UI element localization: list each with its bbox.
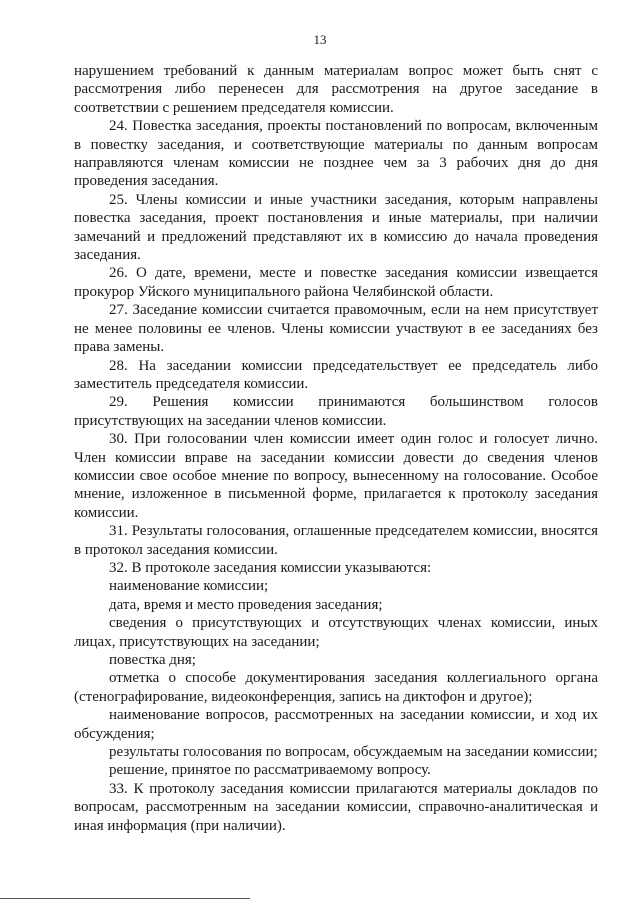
list-item: наименование комиссии; (109, 578, 269, 595)
list-item: сведения о присутствующих и отсутствующих членах комиссии, иных лицах, присутствующих на заседании; (74, 615, 598, 650)
paragraph-31: 31. Результаты голосования, оглашенные председателем комиссии, вносятся в протокол заседания комиссии. (74, 523, 598, 558)
paragraph-32: 32. В протоколе заседания комиссии указываются: (109, 559, 432, 576)
list-item: результаты голосования по вопросам, обсуждаемым на заседании комиссии; (109, 744, 598, 761)
paragraph-28: 28. На заседании комиссии председательствует ее председатель либо заместитель председателя комиссии. (74, 357, 598, 392)
paragraph-continuation: нарушением требований к данным материалам вопрос может быть снят с рассмотрения либо перенесен для рассмотрения на другое заседание в соответствии с решением председателя комиссии. (74, 63, 598, 116)
footer-divider (0, 898, 250, 899)
paragraph-26: 26. О дате, времени, месте и повестке заседания комиссии извещается прокурор Уйского муниципального района Челябинской области. (74, 265, 598, 300)
paragraph-29: 29. Решения комиссии принимаются большинством голосов присутствующих на заседании членов комиссии. (74, 394, 598, 429)
list-item: отметка о способе документирования заседания коллегиального органа (стенографирование, видеоконференция, запись на диктофон и другое); (74, 670, 598, 705)
list-item: решение, принятое по рассматриваемому вопросу. (109, 762, 431, 779)
list-item: повестка дня; (109, 652, 196, 668)
paragraph-27: 27. Заседание комиссии считается правомочным, если на нем присутствует не менее половины ее членов. Члены комиссии участвуют в ее заседаниях без права замены. (74, 302, 598, 356)
paragraph-25: 25. Члены комиссии и иные участники заседания, которым направлены повестка заседания, проект постановления и иные материалы, при наличии замечаний и предложений представляют их в комиссию до начала проведения заседания. (74, 191, 598, 264)
paragraph-24: 24. Повестка заседания, проекты постановлений по вопросам, включенным в повестку заседания, и соответствующие материалы по данным вопросам направляются членам комиссии не позднее чем за 3 рабочих дня до дня проведения заседания. (74, 118, 598, 190)
list-item: наименование вопросов, рассмотренных на заседании комиссии, и ход их обсуждения; (74, 707, 598, 742)
paragraph-33: 33. К протоколу заседания комиссии прилагаются материалы докладов по вопросам, рассмотренным на заседании комиссии, справочно-аналитическая и иная информация (при наличии). (74, 780, 598, 834)
document-body (74, 62, 598, 835)
list-item: дата, время и место проведения заседания; (109, 596, 383, 613)
page-number: 13 (313, 32, 327, 47)
paragraph-30: 30. При голосовании член комиссии имеет один голос и голосует лично. Член комиссии вправе на заседании комиссии довести до сведения членов комиссии свое особое мнение по вопросу, вынесенному на голосование. Особое мнение, изложенное в письменной форме, прилагается к протоколу заседания комиссии. (74, 431, 598, 521)
